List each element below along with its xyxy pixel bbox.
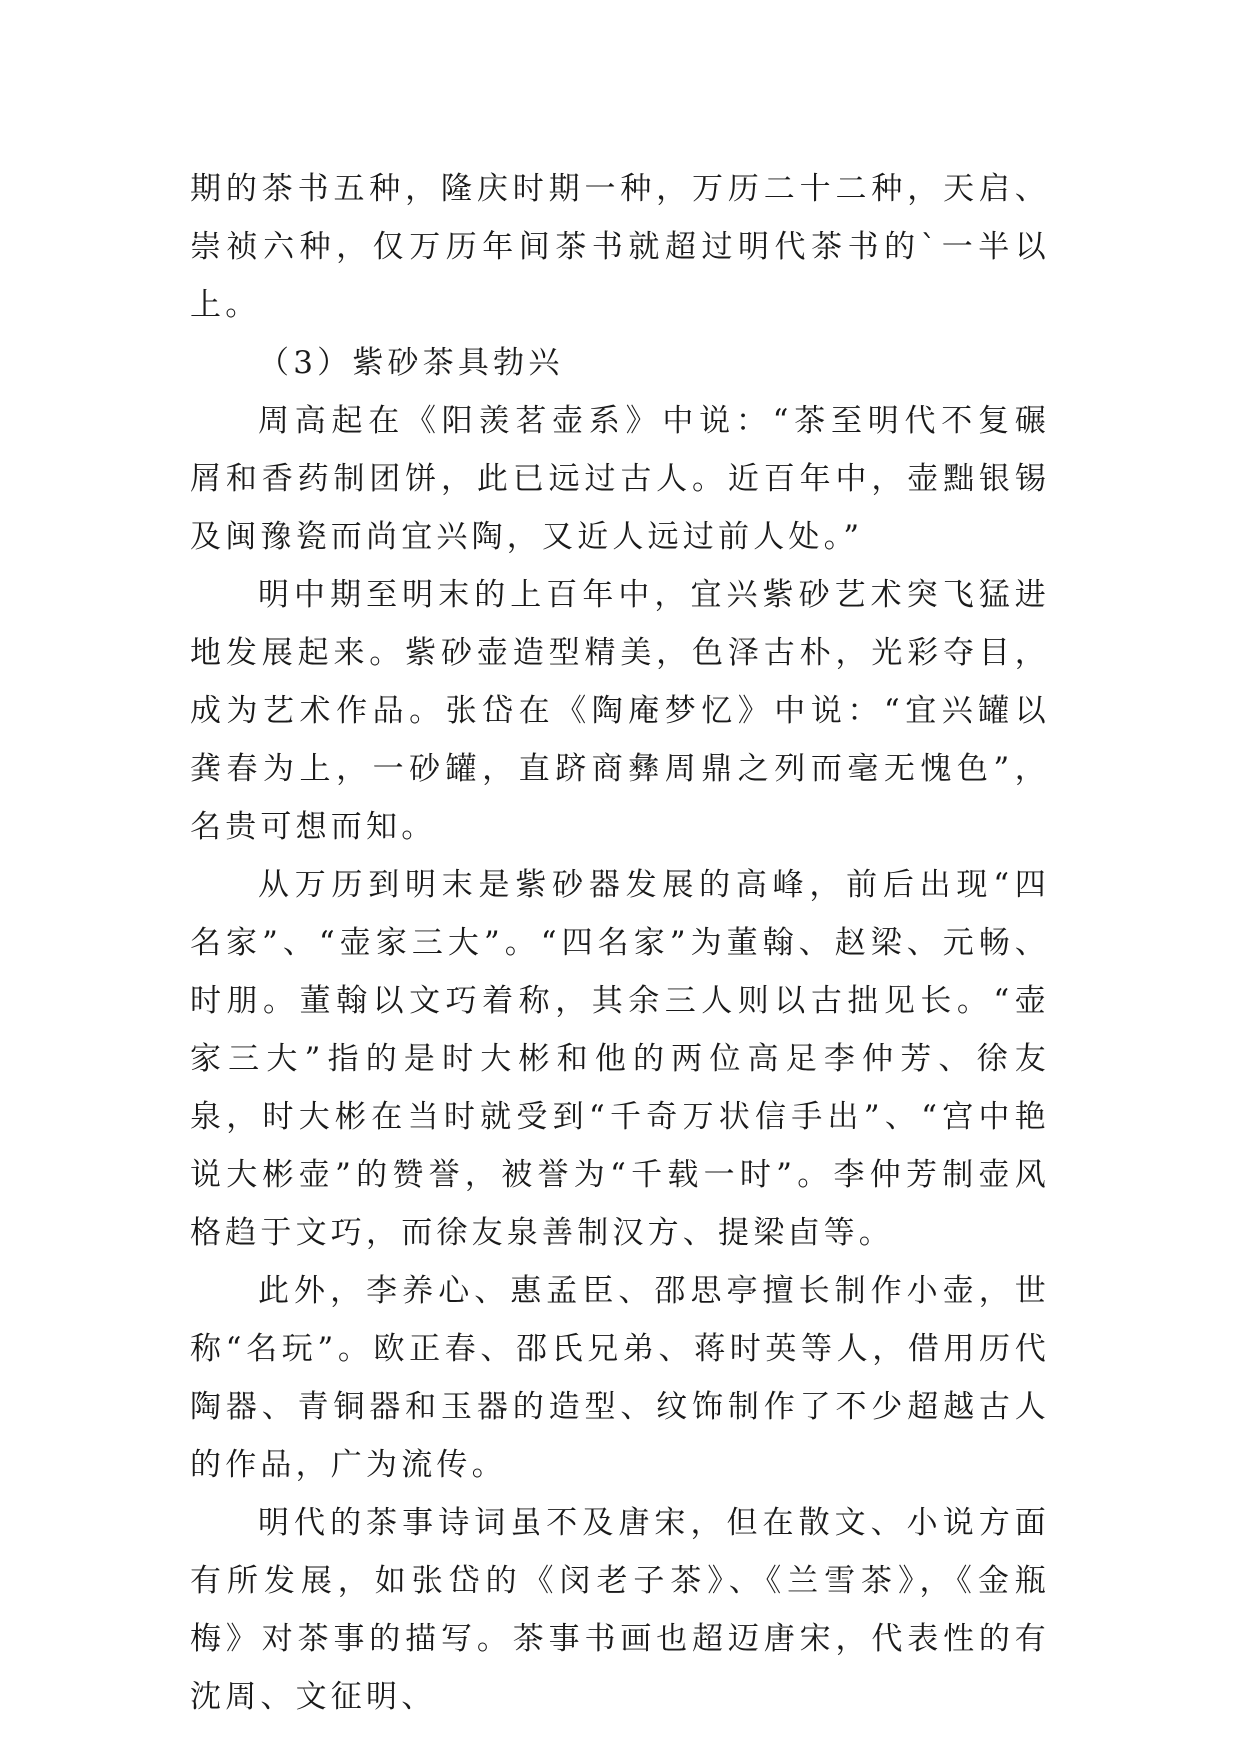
section-heading: （3）紫砂茶具勃兴: [258, 345, 564, 381]
paragraph-four-masters: 从万历到明末是紫砂器发展的高峰，前后出现“四名家”、“壶家三大”。“四名家”为董翰、赵梁、元畅、时朋。董翰以文巧着称，其余三人则以古拙见长。“壶家三大”指的是时大彬和他的两位高足李仲芳、徐友泉，时大彬在当时就受到“千奇万状信手出”、“宫中艳说大彬壶”的赞誉，被誉为“千载一时”。李仲芳制壶风格趋于文巧，而徐友泉善制汉方、提梁卣等。: [190, 867, 1050, 1251]
paragraph-literature-art: 明代的茶事诗词虽不及唐宋，但在散文、小说方面有所发展，如张岱的《闵老子茶》、《兰雪茶》，《金瓶梅》对茶事的描写。茶事书画也超迈唐宋，代表性的有沈周、文征明、: [190, 1505, 1050, 1715]
paragraph-quote-zhou-gaoqi: 周高起在《阳羡茗壶系》中说：“茶至明代不复碾屑和香药制团饼，此已远过古人。近百年中，壶黜银锡及闽豫瓷而尚宜兴陶，又近人远过前人处。”: [190, 403, 1050, 555]
paragraph-continued: 期的茶书五种，隆庆时期一种，万历二十二种，天启、崇祯六种，仅万历年间茶书就超过明代茶书的`一半以上。: [190, 171, 1050, 323]
paragraph-yixing-development: 明中期至明末的上百年中，宜兴紫砂艺术突飞猛进地发展起来。紫砂壶造型精美，色泽古朴，光彩夺目，成为艺术作品。张岱在《陶庵梦忆》中说：“宜兴罐以龚春为上，一砂罐，直跻商彝周鼎之列而毫无愧色”，名贵可想而知。: [190, 577, 1050, 845]
paragraph-other-makers: 此外，李养心、惠孟臣、邵思亭擅长制作小壶，世称“名玩”。欧正春、邵氏兄弟、蒋时英等人，借用历代陶器、青铜器和玉器的造型、纹饰制作了不少超越古人的作品，广为流传。: [190, 1273, 1050, 1483]
body-text: [190, 160, 1050, 1726]
